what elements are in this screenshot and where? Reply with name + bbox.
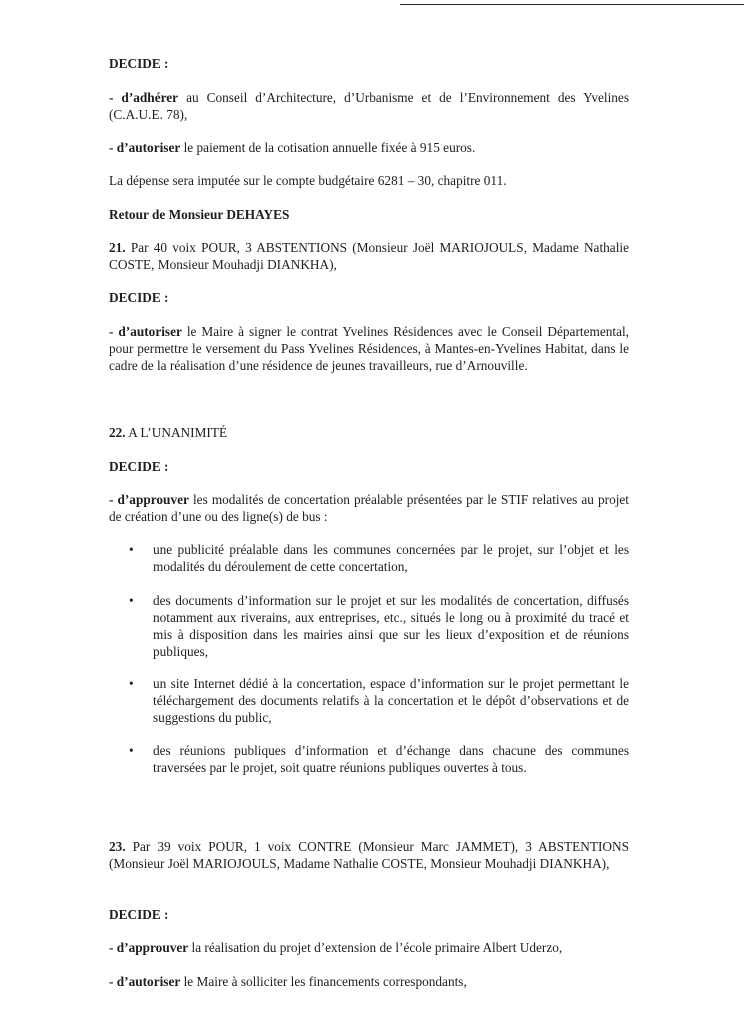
retour-heading: Retour de Monsieur DEHAYES	[109, 207, 290, 222]
item-21-vote: Par 40 voix POUR, 3 ABSTENTIONS (Monsieur Joël MARIOJOULS, Madame Nathalie COSTE, Monsieur Mouhadji DIANKHA),	[109, 240, 629, 272]
paragraph-approuver-concertation	[109, 491, 629, 525]
paragraph-autoriser-financements	[109, 973, 629, 990]
item-23-vote: Par 39 voix POUR, 1 voix CONTRE (Monsieur Marc JAMMET), 3 ABSTENTIONS (Monsieur Joël MARIOJOULS, Madame Nathalie COSTE, Monsieur Mouhadji DIANKHA),	[109, 839, 629, 871]
paragraph-autoriser-cotisation	[109, 139, 629, 156]
verb-autoriser: - d’autoriser	[109, 974, 181, 989]
paragraph-autoriser-contrat	[109, 323, 629, 374]
verb-adherer: - d’adhérer	[109, 90, 179, 105]
bullet-icon: •	[129, 743, 134, 758]
bullet-icon: •	[129, 593, 134, 608]
item-21-number: 21.	[109, 240, 126, 255]
verb-approuver: - d’approuver	[109, 492, 189, 507]
bullet-item-publicite: une publicité préalable dans les communes concernées par le projet, sur l’objet et les modalités du déroulement de cette concertation,	[153, 542, 629, 574]
decide-heading: DECIDE :	[109, 459, 169, 474]
top-scan-rule	[400, 4, 744, 5]
bullet-icon: •	[129, 542, 134, 557]
text-adherer: au Conseil d’Architecture, d’Urbanisme et de l’Environnement des Yvelines (C.A.U.E. 78),	[109, 90, 629, 122]
item-22-vote: A L’UNANIMITÉ	[125, 425, 228, 440]
text-autoriser-contrat: le Maire à signer le contrat Yvelines Résidences avec le Conseil Départemental, pour permettre le versement du Pass Yvelines Résidences, à Mantes-en-Yvelines Habitat, dans le cadre de la réalisation d’une résidence de jeunes travailleurs, rue d’Arnouville.	[109, 324, 629, 373]
item-21	[109, 239, 629, 273]
decide-heading: DECIDE :	[109, 56, 169, 71]
text-autoriser-cotisation: le paiement de la cotisation annuelle fixée à 915 euros.	[180, 140, 476, 155]
paragraph-approuver-ecole	[109, 939, 629, 956]
text-autoriser-financements: le Maire à solliciter les financements correspondants,	[180, 974, 467, 989]
bullet-icon: •	[129, 676, 134, 691]
text-approuver-concertation: les modalités de concertation préalable présentées par le STIF relatives au projet de création d’une ou des ligne(s) de bus :	[109, 492, 630, 524]
decide-heading: DECIDE :	[109, 907, 169, 922]
item-23	[109, 838, 629, 872]
bullet-item-site-internet: un site Internet dédié à la concertation, espace d’information sur le projet permettant le téléchargement des documents relatifs à la concertation et le dépôt d’observations et de suggestions du public,	[153, 676, 629, 725]
item-22	[109, 424, 629, 441]
item-22-number: 22.	[109, 425, 126, 440]
bullet-item-documents: des documents d’information sur le projet et sur les modalités de concertation, diffusés notamment aux riverains, aux entreprises, etc., situés le long ou à proximité du tracé et mis à disposition dans les mairies ainsi que sur les lieux d’exposition et de réunions publiques,	[153, 593, 629, 659]
verb-autoriser: - d’autoriser	[109, 140, 181, 155]
verb-autoriser: - d’autoriser	[109, 324, 182, 339]
verb-approuver: - d’approuver	[109, 940, 189, 955]
text-approuver-ecole: la réalisation du projet d’extension de l’école primaire Albert Uderzo,	[188, 940, 563, 955]
item-23-number: 23.	[109, 839, 126, 854]
paragraph-adherer	[109, 89, 629, 123]
paragraph-depense: La dépense sera imputée sur le compte budgétaire 6281 – 30, chapitre 011.	[109, 173, 507, 188]
decide-heading: DECIDE :	[109, 290, 169, 305]
bullet-item-reunions: des réunions publiques d’information et d’échange dans chacune des communes traversées par le projet, soit quatre réunions publiques ouvertes à tous.	[153, 743, 629, 775]
